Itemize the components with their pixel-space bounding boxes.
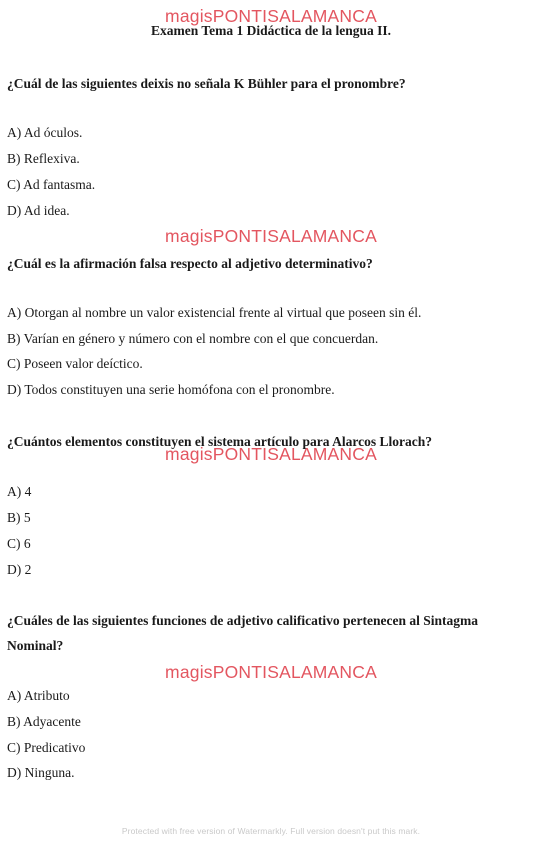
question-2-text: ¿Cuál es la afirmación falsa respecto al adjetivo determinativo? <box>7 256 373 271</box>
question-2-option-d: D) Todos constituyen una serie homófona con el pronombre. <box>7 382 335 397</box>
footer-watermark-notice: Protected with free version of Watermarkly. Full version doesn't put this mark. <box>121 826 421 836</box>
question-3-option-c: C) 6 <box>7 536 31 551</box>
question-2-option-c: C) Poseen valor deíctico. <box>7 356 143 371</box>
question-3-option-a: A) 4 <box>7 484 32 499</box>
question-2-option-a: A) Otorgan al nombre un valor existencial frente al virtual que poseen sin él. <box>7 305 422 320</box>
question-1-option-a: A) Ad óculos. <box>7 125 83 140</box>
question-1-option-c: C) Ad fantasma. <box>7 177 96 192</box>
question-3-option-b: B) 5 <box>7 510 31 525</box>
watermark-text: magisPONTISALAMANCA <box>165 226 377 246</box>
document-title: Examen Tema 1 Didáctica de la lengua II. <box>150 23 391 38</box>
question-4-option-c: C) Predicativo <box>7 740 86 755</box>
watermark-text: magisPONTISALAMANCA <box>165 6 377 26</box>
question-4-option-d: D) Ninguna. <box>7 765 75 780</box>
question-1-text: ¿Cuál de las siguientes deixis no señala K Bühler para el pronombre? <box>7 76 406 91</box>
watermark-text: magisPONTISALAMANCA <box>165 662 377 682</box>
question-4-option-a: A) Atributo <box>7 688 70 703</box>
question-2-option-b: B) Varían en género y número con el nombre con el que concuerdan. <box>7 331 379 346</box>
question-4-option-b: B) Adyacente <box>7 714 81 729</box>
question-3-option-d: D) 2 <box>7 562 32 577</box>
question-4-text: ¿Cuáles de las siguientes funciones de adjetivo calificativo pertenecen al Sintagma Nominal? <box>7 613 478 653</box>
question-1-option-d: D) Ad idea. <box>7 203 70 218</box>
watermark-text: magisPONTISALAMANCA <box>165 444 377 464</box>
question-3-text: ¿Cuántos elementos constituyen el sistema artículo para Alarcos Llorach? <box>7 434 432 449</box>
question-1-option-b: B) Reflexiva. <box>7 151 80 166</box>
